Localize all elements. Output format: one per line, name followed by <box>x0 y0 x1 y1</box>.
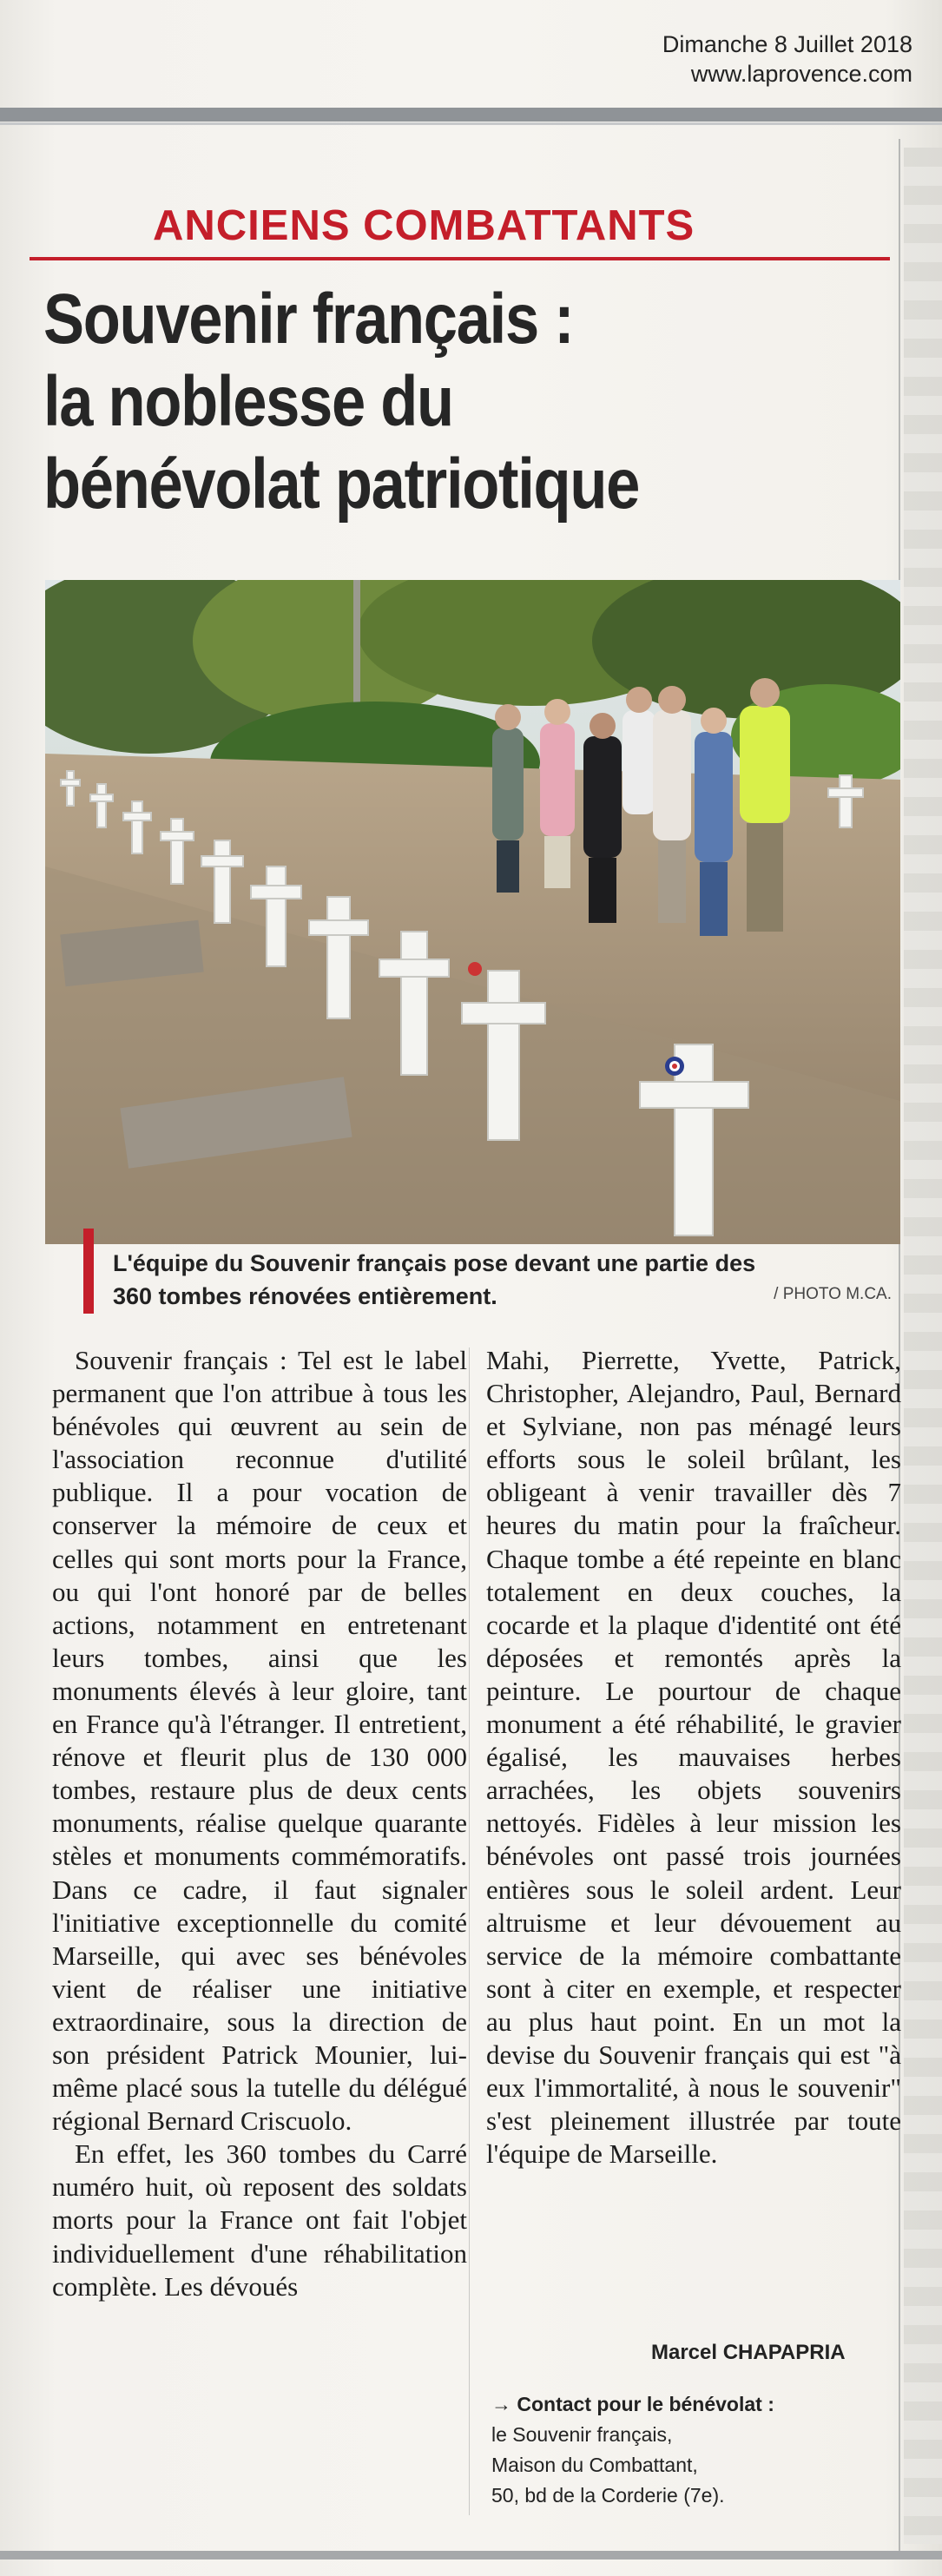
headline-line-2: la noblesse du <box>43 362 453 441</box>
contact-line-2: Maison du Combattant, <box>491 2454 698 2476</box>
article-column-2 <box>486 1344 901 2171</box>
caption-accent-bar <box>83 1229 94 1314</box>
article-paragraph: Souvenir français : Tel est le label permanent que l'on attribue à tous les bénévoles qui œuvrent au sein de l'association reconnue d'utilité publique. Il a pour vocation de conserver la mémoire de ceux et celles qui sont morts pour la France, ou qui l'ont honoré par de belles actions, notamment en entretenant leurs tombes, ainsi que les monuments élevés à leur gloire, tant en France qu'à l'étranger. Il entretient, rénove et fleurit plus de 130 000 tombes, restaure plus de deux cents monuments, réalise quelque quarante stèles et monuments commémoratifs. Dans ce cadre, il faut signaler l'initiative exceptionnelle du comité Marseille, qui avec ses bénévoles vient de réaliser une initiative extraordinaire, sous la direction de son président Patrick Mounier, lui-même placé sous la tutelle du délégué régional Bernard Criscuolo. <box>52 1345 467 2137</box>
cemetery-photo-illustration <box>45 580 900 1244</box>
photo-credit: / PHOTO M.CA. <box>774 1285 892 1303</box>
column-divider <box>469 1347 470 2515</box>
top-rule <box>0 108 942 122</box>
caption-line-2: 360 tombes rénovées entièrement. <box>113 1283 497 1309</box>
article-paragraph: Mahi, Pierrette, Yvette, Patrick, Christopher, Alejandro, Paul, Bernard et Sylviane, non pas ménagé leurs efforts sous le soleil brûlant, les obligeant à venir travailler dès 7 heures du matin pour la fraîcheur. Chaque tombe a été repeinte en blanc totalement en deux couches, la cocarde et la plaque d'identité ont été déposées et remontés après la peinture. Le pourtour de chaque monument a été réhabilité, le gravier égalisé, les mauvaises herbes arrachées, les objets souvenirs nettoyés. Fidèles à leur mission les bénévoles ont passé trois journées entières sous le soleil ardent. Leur altruisme et leur dévouement au service de la mémoire combattante sont à citer en exemple, et respecter au plus haut point. En un mot la devise du Souvenir français qui est "à eux l'immortalité, à nous le souvenir" s'est pleinement illustrée par toute l'équipe de Marseille. <box>486 1345 901 2170</box>
contact-box <box>491 2389 774 2511</box>
date-text: Dimanche 8 Juillet 2018 <box>662 31 912 57</box>
section-kicker: ANCIENS COMBATTANTS <box>153 202 695 249</box>
contact-line-3: 50, bd de la Corderie (7e). <box>491 2484 725 2507</box>
contact-label: → Contact pour le bénévolat : <box>491 2393 774 2415</box>
website-text: www.laprovence.com <box>690 61 912 87</box>
author-byline: Marcel CHAPAPRIA <box>651 2341 846 2364</box>
kicker-rule <box>30 257 890 260</box>
cemetery-photo <box>45 580 900 1244</box>
headline-line-1: Souvenir français : <box>43 280 574 359</box>
top-rule-thin <box>0 122 942 125</box>
headline-line-3: bénévolat patriotique <box>43 445 640 524</box>
contact-line-1: le Souvenir français, <box>491 2423 673 2446</box>
article-paragraph: En effet, les 360 tombes du Carré numéro huit, où reposent des soldats morts pour la France ont fait l'objet individuellement d'une réhabilitation complète. Les dévoués <box>52 2138 467 2302</box>
caption-line-1: L'équipe du Souvenir français pose devant une partie des <box>113 1250 756 1276</box>
bottom-rule <box>0 2551 942 2560</box>
dateline <box>662 30 912 89</box>
photo-caption <box>113 1247 877 1313</box>
article-column-1 <box>52 1344 467 2303</box>
headline <box>43 278 715 525</box>
adjacent-article-edge <box>904 148 942 2544</box>
